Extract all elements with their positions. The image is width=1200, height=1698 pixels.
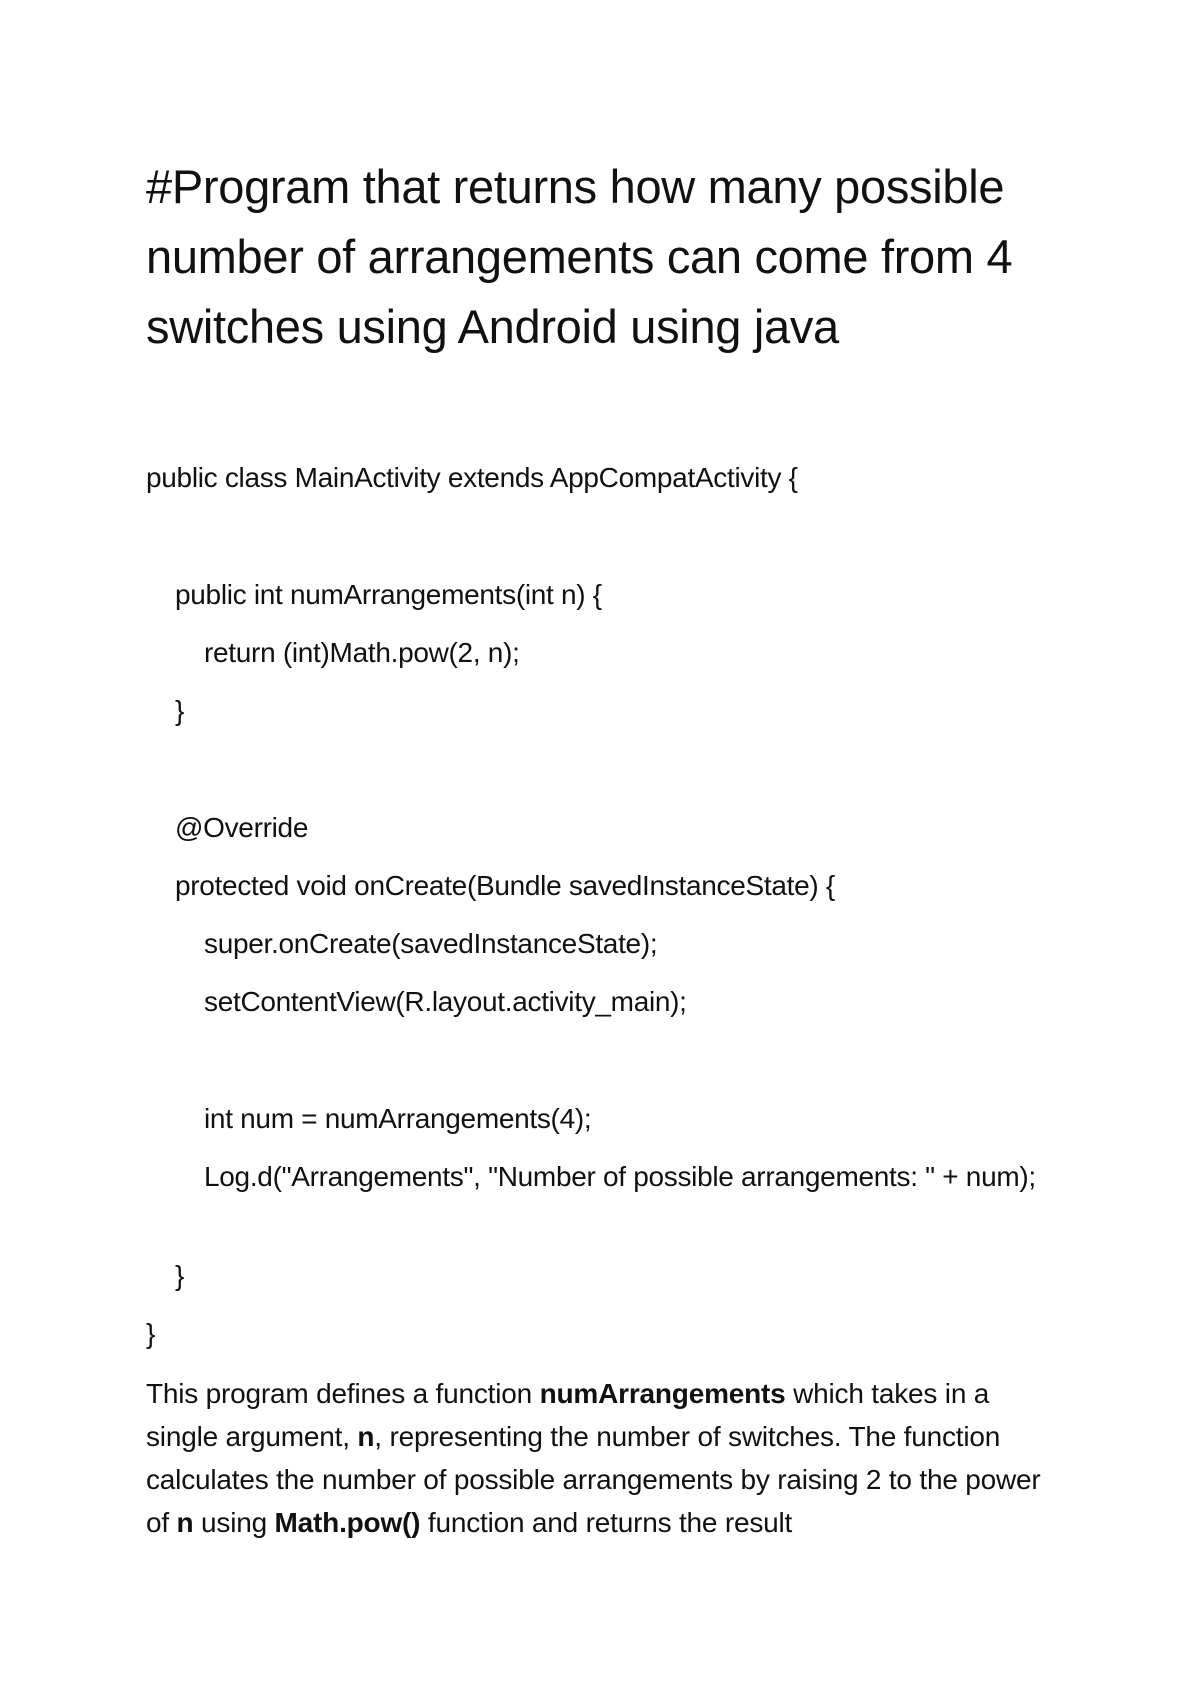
code-line-oncreate-declaration: protected void onCreate(Bundle savedInstanceState) { (175, 870, 835, 901)
description-bold-function-name: numArrangements (539, 1378, 786, 1409)
code-line-num-assignment: int num = numArrangements(4); (204, 1103, 592, 1134)
code-line-override-annotation: @Override (175, 812, 309, 843)
description-text-5: function and returns the result (420, 1507, 793, 1538)
code-line-log-statement: Log.d("Arrangements", "Number of possible arrangements: " + num); (204, 1161, 1036, 1192)
code-line-method-declaration: public int numArrangements(int n) { (175, 579, 602, 610)
description-bold-argument: n (357, 1421, 375, 1452)
description-text-2: which takes in a single argument, (146, 1378, 990, 1452)
description-text-1: This program defines a function (146, 1378, 540, 1409)
description-paragraph (146, 1372, 1066, 1544)
document-title: #Program that returns how many possible number of arrangements can come from 4 switches using Android using java (146, 160, 1013, 353)
description-text-3: , representing the number of switches. The function calculates the number of possible arrangements by raising 2 to the power of (146, 1421, 1041, 1538)
code-line-return-statement: return (int)Math.pow(2, n); (204, 637, 520, 668)
code-line-method-close: } (175, 695, 185, 726)
code-line-set-content-view: setContentView(R.layout.activity_main); (204, 986, 687, 1017)
description-bold-math-pow: Math.pow() (274, 1507, 421, 1538)
description-text-4: using (193, 1507, 275, 1538)
code-line-super-call: super.onCreate(savedInstanceState); (204, 928, 658, 959)
code-line-oncreate-close: } (175, 1260, 185, 1291)
description-bold-argument-2: n (176, 1507, 194, 1538)
code-line-class-declaration: public class MainActivity extends AppCompatActivity { (146, 462, 798, 493)
code-line-class-close: } (146, 1318, 156, 1349)
